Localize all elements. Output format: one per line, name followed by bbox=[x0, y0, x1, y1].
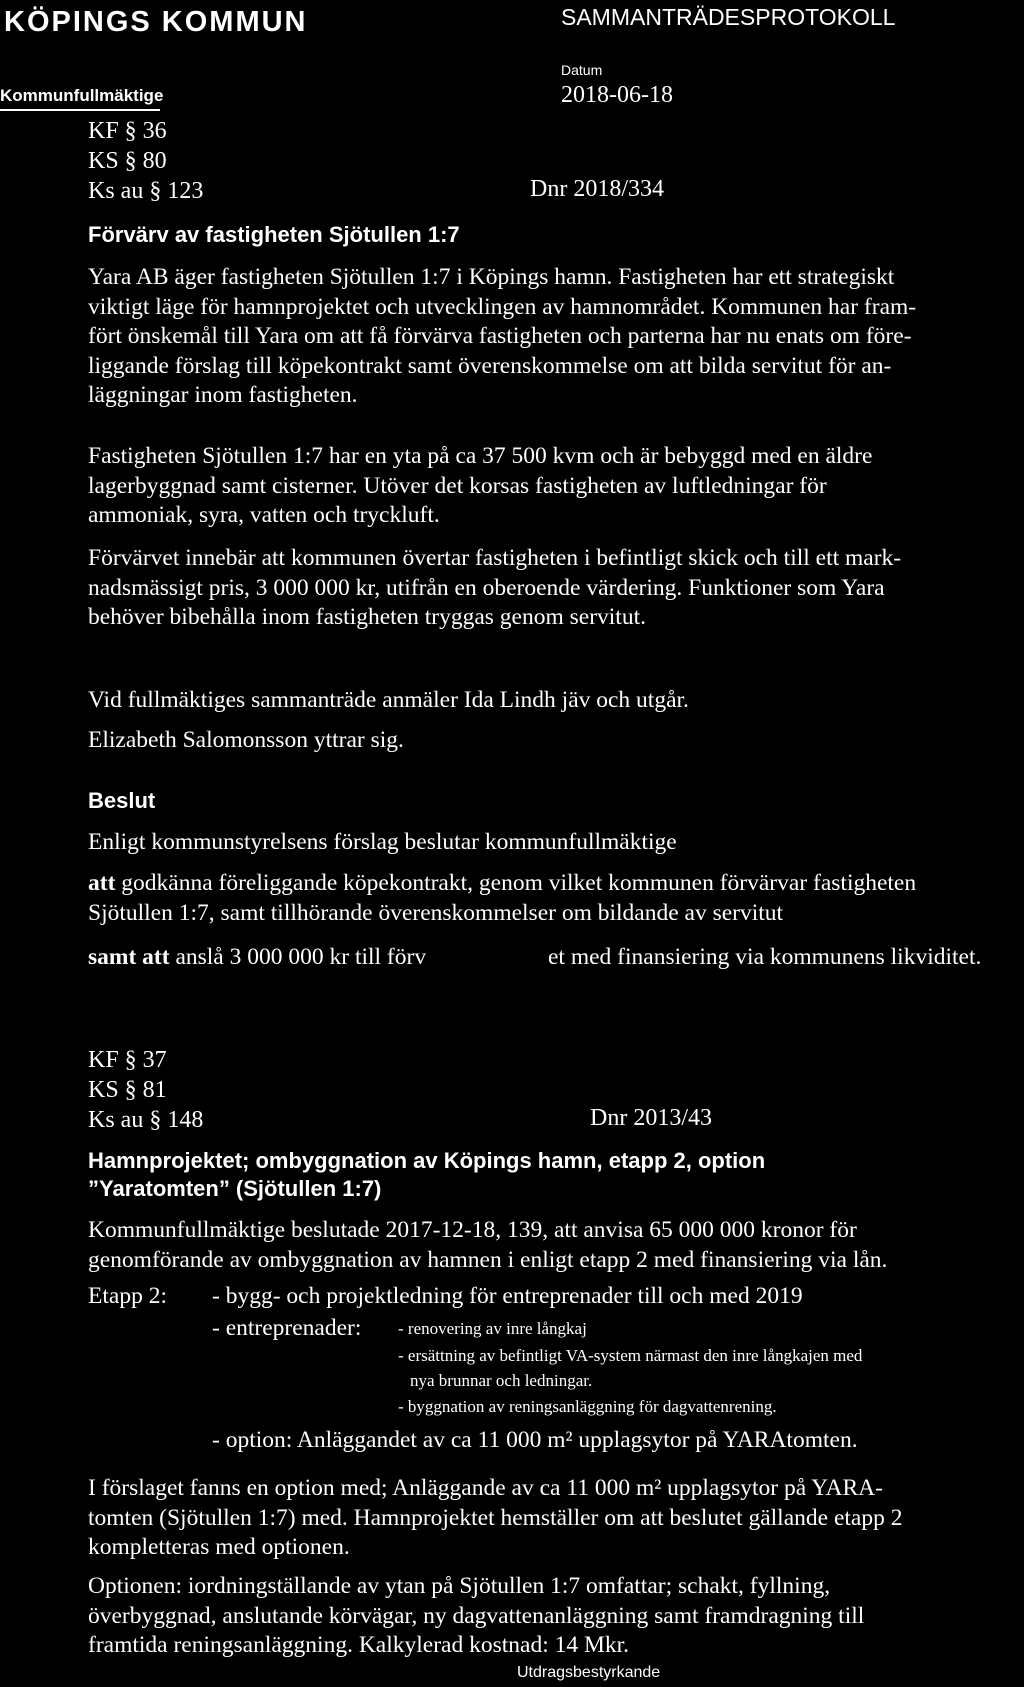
item2-dnr: Dnr 2013/43 bbox=[590, 1105, 712, 1131]
item1-title: Förvärv av fastigheten Sjötullen 1:7 bbox=[88, 222, 460, 247]
item1-paragraph-1 bbox=[88, 263, 1000, 411]
date-label: Datum bbox=[561, 62, 603, 78]
text-line: Kommunfullmäktige beslutade 2017-12-18, 139, att anvisa 65 000 000 kronor för bbox=[88, 1217, 857, 1243]
item1-paragraph-5: Elizabeth Salomonsson yttrar sig. bbox=[88, 727, 404, 753]
att-keyword: att bbox=[88, 870, 116, 896]
att-keyword: samt att bbox=[88, 944, 170, 970]
text-line: Förvärvet innebär att kommunen övertar fastigheten i befintligt skick och till ett mark- bbox=[88, 545, 902, 571]
text-line: liggande förslag till köpekontrakt samt överenskommelse om att bilda servitut för an- bbox=[88, 352, 892, 379]
decision-att-2-part-2: et med finansiering via kommunens likviditet. bbox=[548, 944, 982, 970]
decision-att-2 bbox=[88, 942, 426, 972]
document-type: SAMMANTRÄDESPROTOKOLL bbox=[561, 4, 896, 30]
etapp-sub-1: - renovering av inre långkaj bbox=[398, 1319, 587, 1338]
body-name: Kommunfullmäktige bbox=[0, 86, 164, 105]
item2-paragraph-3 bbox=[88, 1572, 1000, 1661]
text-line: Fastigheten Sjötullen 1:7 har en yta på ca 37 500 kvm och är bebyggd med en äldre bbox=[88, 443, 873, 469]
item1-paragraph-2 bbox=[88, 442, 1000, 531]
etapp-sub-2: - ersättning av befintligt VA-system närmast den inre långkajen med bbox=[398, 1346, 863, 1365]
item1-paragraph-4: Vid fullmäktiges sammanträde anmäler Ida Lindh jäv och utgår. bbox=[88, 687, 689, 713]
ref-ksau: Ks au § 148 bbox=[88, 1107, 204, 1133]
item1-references bbox=[88, 116, 203, 206]
etapp-sub-4: - byggnation av reningsanläggning för dagvattenrening. bbox=[398, 1397, 777, 1416]
item2-paragraph-1 bbox=[88, 1216, 1000, 1275]
text-line: Yara AB äger fastigheten Sjötullen 1:7 i Köpings hamn. Fastigheten har ett strategiskt bbox=[88, 264, 895, 290]
item2-paragraph-2 bbox=[88, 1474, 1000, 1563]
decision-att-1-cont: Sjötullen 1:7, samt tillhörande överenskommelser om bildande av servitut bbox=[88, 900, 784, 926]
text-line: läggningar inom fastigheten. bbox=[88, 382, 358, 408]
text-line: nadsmässigt pris, 3 000 000 kr, utifrån en oberoende värdering. Funktioner som Yara bbox=[88, 574, 885, 601]
etapp-label: Etapp 2: bbox=[88, 1283, 167, 1309]
item2-title-line-1: Hamnprojektet; ombyggnation av Köpings hamn, etapp 2, option bbox=[88, 1148, 766, 1173]
decision-heading: Beslut bbox=[88, 788, 156, 813]
text-line: I förslaget fanns en option med; Anläggande av ca 11 000 m² upplagsytor på YARA- bbox=[88, 1475, 883, 1501]
ref-ks: KS § 81 bbox=[88, 1077, 167, 1103]
text-line: fört önskemål till Yara om att få förvärva fastigheten och parterna har nu enats om före- bbox=[88, 323, 912, 349]
att-text-part-1: anslå 3 000 000 kr till förv bbox=[175, 944, 427, 970]
item1-paragraph-3 bbox=[88, 544, 1000, 633]
text-line: behöver bibehålla inom fastigheten tryggas genom servitut. bbox=[88, 604, 646, 630]
ref-ks: KS § 80 bbox=[88, 148, 167, 174]
item2-title-line-2: ”Yaratomten” (Sjötullen 1:7) bbox=[88, 1176, 382, 1201]
ref-ksau: Ks au § 123 bbox=[88, 178, 204, 204]
text-line: kompletteras med optionen. bbox=[88, 1534, 350, 1560]
etapp-line-1: - bygg- och projektledning för entreprenader till och med 2019 bbox=[212, 1283, 803, 1309]
text-line: lagerbyggnad samt cisterner. Utöver det korsas fastigheten av luftledningar för bbox=[88, 472, 827, 499]
decision-att-1 bbox=[88, 868, 916, 898]
text-line: genomförande av ombyggnation av hamnen i enligt etapp 2 med finansiering via lån. bbox=[88, 1246, 888, 1273]
text-line: tomten (Sjötullen 1:7) med. Hamnprojektet hemställer om att beslutet gällande etapp 2 bbox=[88, 1504, 903, 1531]
decision-intro: Enligt kommunstyrelsens förslag beslutar kommunfullmäktige bbox=[88, 829, 677, 855]
text-line: framtida reningsanläggning. Kalkylerad kostnad: 14 Mkr. bbox=[88, 1632, 630, 1658]
text-line: viktigt läge för hamnprojektet och utvecklingen av hamnområdet. Kommunen har fram- bbox=[88, 293, 917, 320]
etapp-entreprenader-label: - entreprenader: bbox=[212, 1315, 362, 1341]
text-line: Optionen: iordningställande av ytan på Sjötullen 1:7 omfattar; schakt, fyllning, bbox=[88, 1573, 831, 1599]
ref-kf: KF § 37 bbox=[88, 1047, 167, 1073]
text-line: ammoniak, syra, vatten och tryckluft. bbox=[88, 502, 440, 528]
text-line: överbyggnad, anslutande körvägar, ny dagvattenanläggning samt framdragning till bbox=[88, 1602, 865, 1629]
etapp-option: - option: Anläggandet av ca 11 000 m² upplagsytor på YARAtomten. bbox=[212, 1427, 858, 1453]
body-name-underline bbox=[0, 109, 160, 111]
footer-attestation-label: Utdragsbestyrkande bbox=[517, 1664, 661, 1681]
ref-kf: KF § 36 bbox=[88, 118, 167, 144]
meeting-date: 2018-06-18 bbox=[561, 82, 673, 108]
municipality-name: KÖPINGS KOMMUN bbox=[4, 6, 308, 38]
att-text: godkänna föreliggande köpekontrakt, genom vilket kommunen förvärvar fastigheten bbox=[121, 870, 917, 896]
etapp-sub-3: nya brunnar och ledningar. bbox=[410, 1371, 593, 1390]
item1-dnr: Dnr 2018/334 bbox=[530, 176, 664, 202]
item2-references bbox=[88, 1045, 203, 1135]
